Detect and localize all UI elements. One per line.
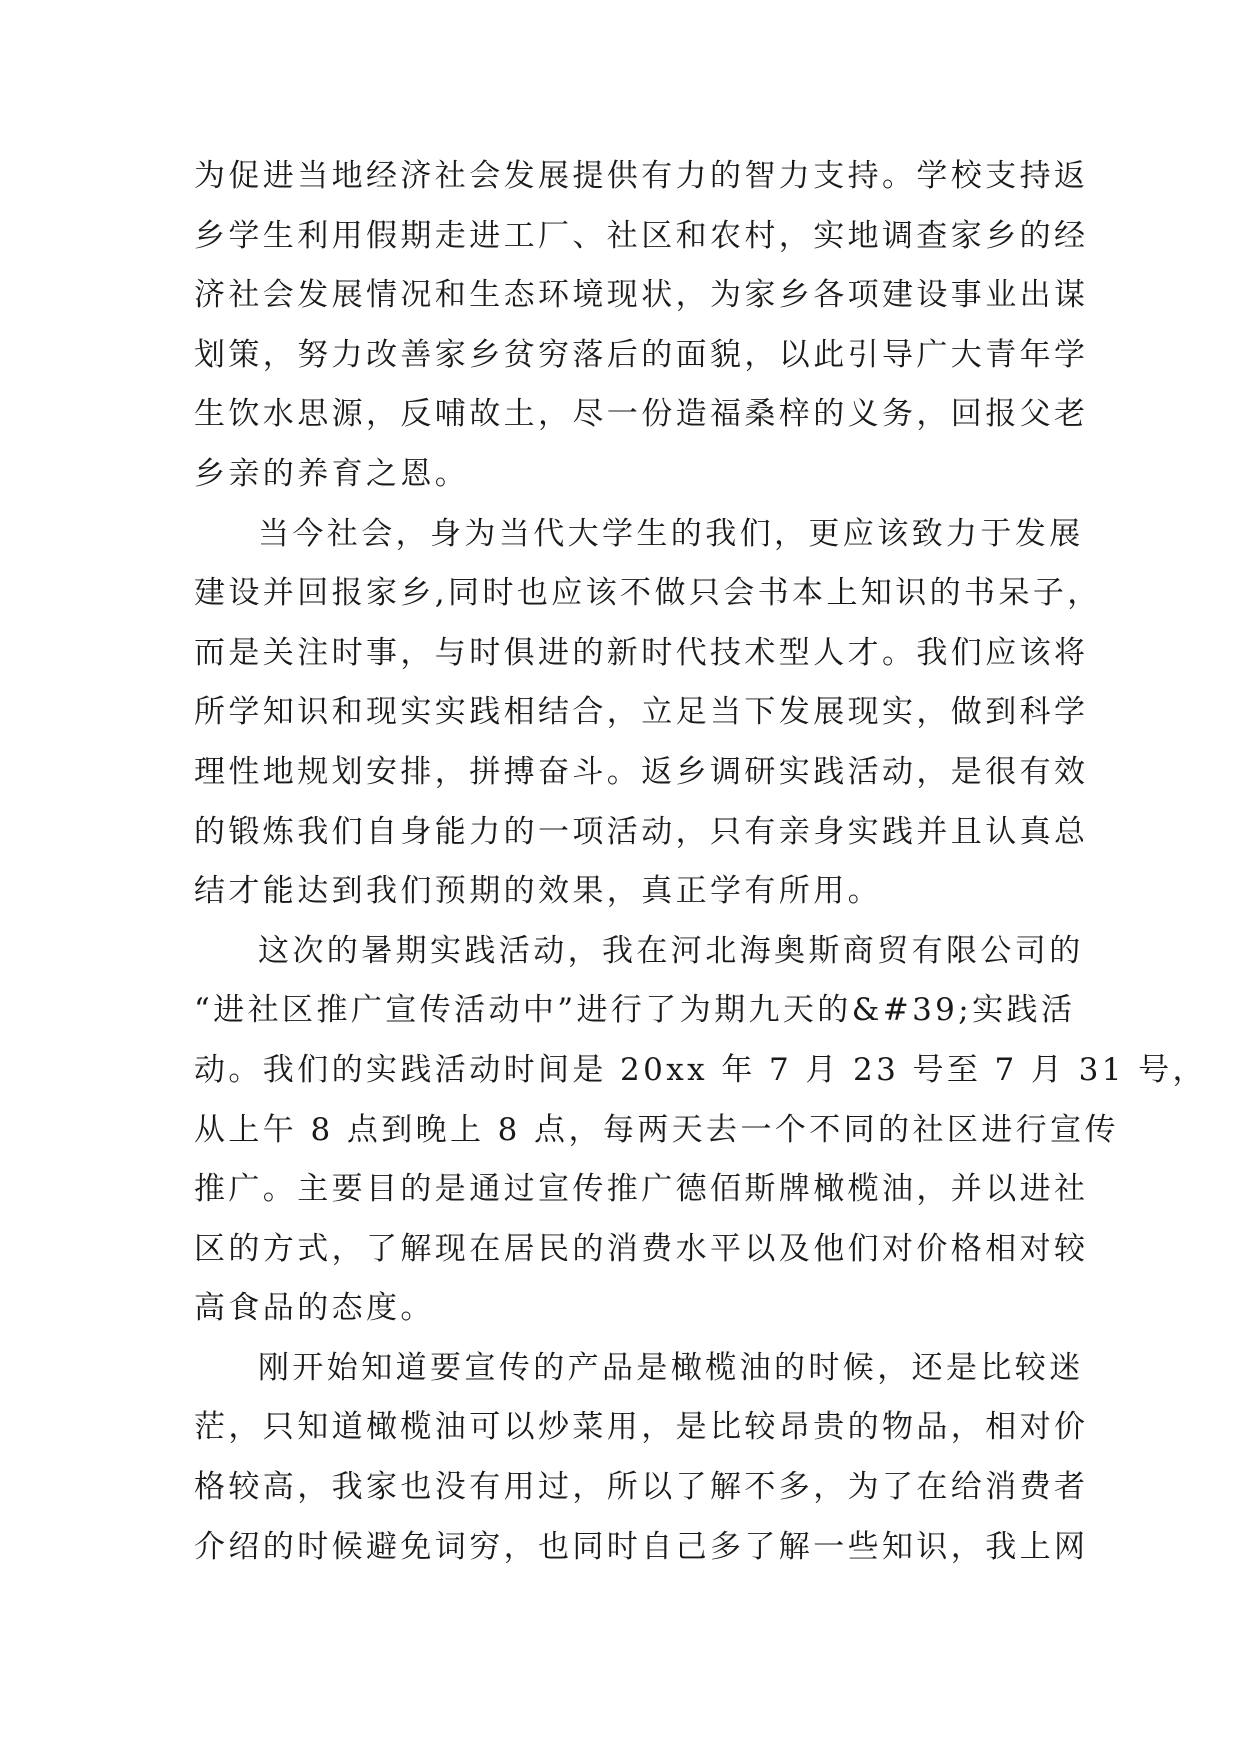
text-line: 结才能达到我们预期的效果，真正学有所用。 [194, 873, 882, 910]
text-line: 所学知识和现实实践相结合，立足当下发展现实，做到科学 [194, 694, 1089, 731]
text-line: 乡学生利用假期走进工厂、社区和农村，实地调查家乡的经 [194, 217, 1089, 254]
text-line: 的锻炼我们自身能力的一项活动，只有亲身实践并且认真总 [194, 813, 1089, 850]
text-line: 理性地规划安排，拼搏奋斗。返乡调研实践活动，是很有效 [194, 753, 1089, 790]
text-line: 生饮水思源，反哺故土，尽一份造福桑梓的义务，回报父老 [194, 396, 1089, 433]
text-line: 从上午 8 点到晚上 8 点，每两天去一个不同的社区进行宣传 [194, 1111, 1119, 1148]
text-line: 为促进当地经济社会发展提供有力的智力支持。学校支持返 [194, 158, 1089, 194]
text-line: 济社会发展情况和生态环境现状，为家乡各项建设事业出谋 [194, 277, 1089, 314]
text-line: 格较高，我家也没有用过，所以了解不多，为了在给消费者 [194, 1469, 1089, 1506]
text-line: 高食品的态度。 [194, 1290, 435, 1327]
text-line: 而是关注时事，与时俱进的新时代技术型人才。我们应该将 [194, 634, 1089, 671]
paragraph-start-line: 刚开始知道要宣传的产品是橄榄油的时候，还是比较迷 [258, 1349, 1084, 1386]
text-line: 区的方式，了解现在居民的消费水平以及他们对价格相对较 [194, 1230, 1089, 1267]
text-line: 划策，努力改善家乡贫穷落后的面貌，以此引导广大青年学 [194, 336, 1089, 373]
text-line: 动。我们的实践活动时间是 20xx 年 7 月 23 号至 7 月 31 号， [194, 1051, 1207, 1088]
text-line: 介绍的时候避免词穷，也同时自己多了解一些知识，我上网 [194, 1528, 1089, 1565]
paragraph-start-line: 这次的暑期实践活动，我在河北海奥斯商贸有限公司的 [258, 932, 1084, 969]
text-line: 建设并回报家乡,同时也应该不做只会书本上知识的书呆子， [194, 575, 1102, 612]
paragraph-start-line: 当今社会，身为当代大学生的我们，更应该致力于发展 [258, 515, 1084, 552]
text-line: “进社区推广宣传活动中”进行了为期九天的&#39;实践活 [194, 992, 1076, 1029]
body-text [194, 147, 1207, 1577]
text-line: 茫，只知道橄榄油可以炒菜用，是比较昂贵的物品，相对价 [194, 1409, 1089, 1446]
text-line: 乡亲的养育之恩。 [194, 455, 470, 492]
text-line: 推广。主要目的是通过宣传推广德佰斯牌橄榄油，并以进社 [194, 1171, 1089, 1208]
